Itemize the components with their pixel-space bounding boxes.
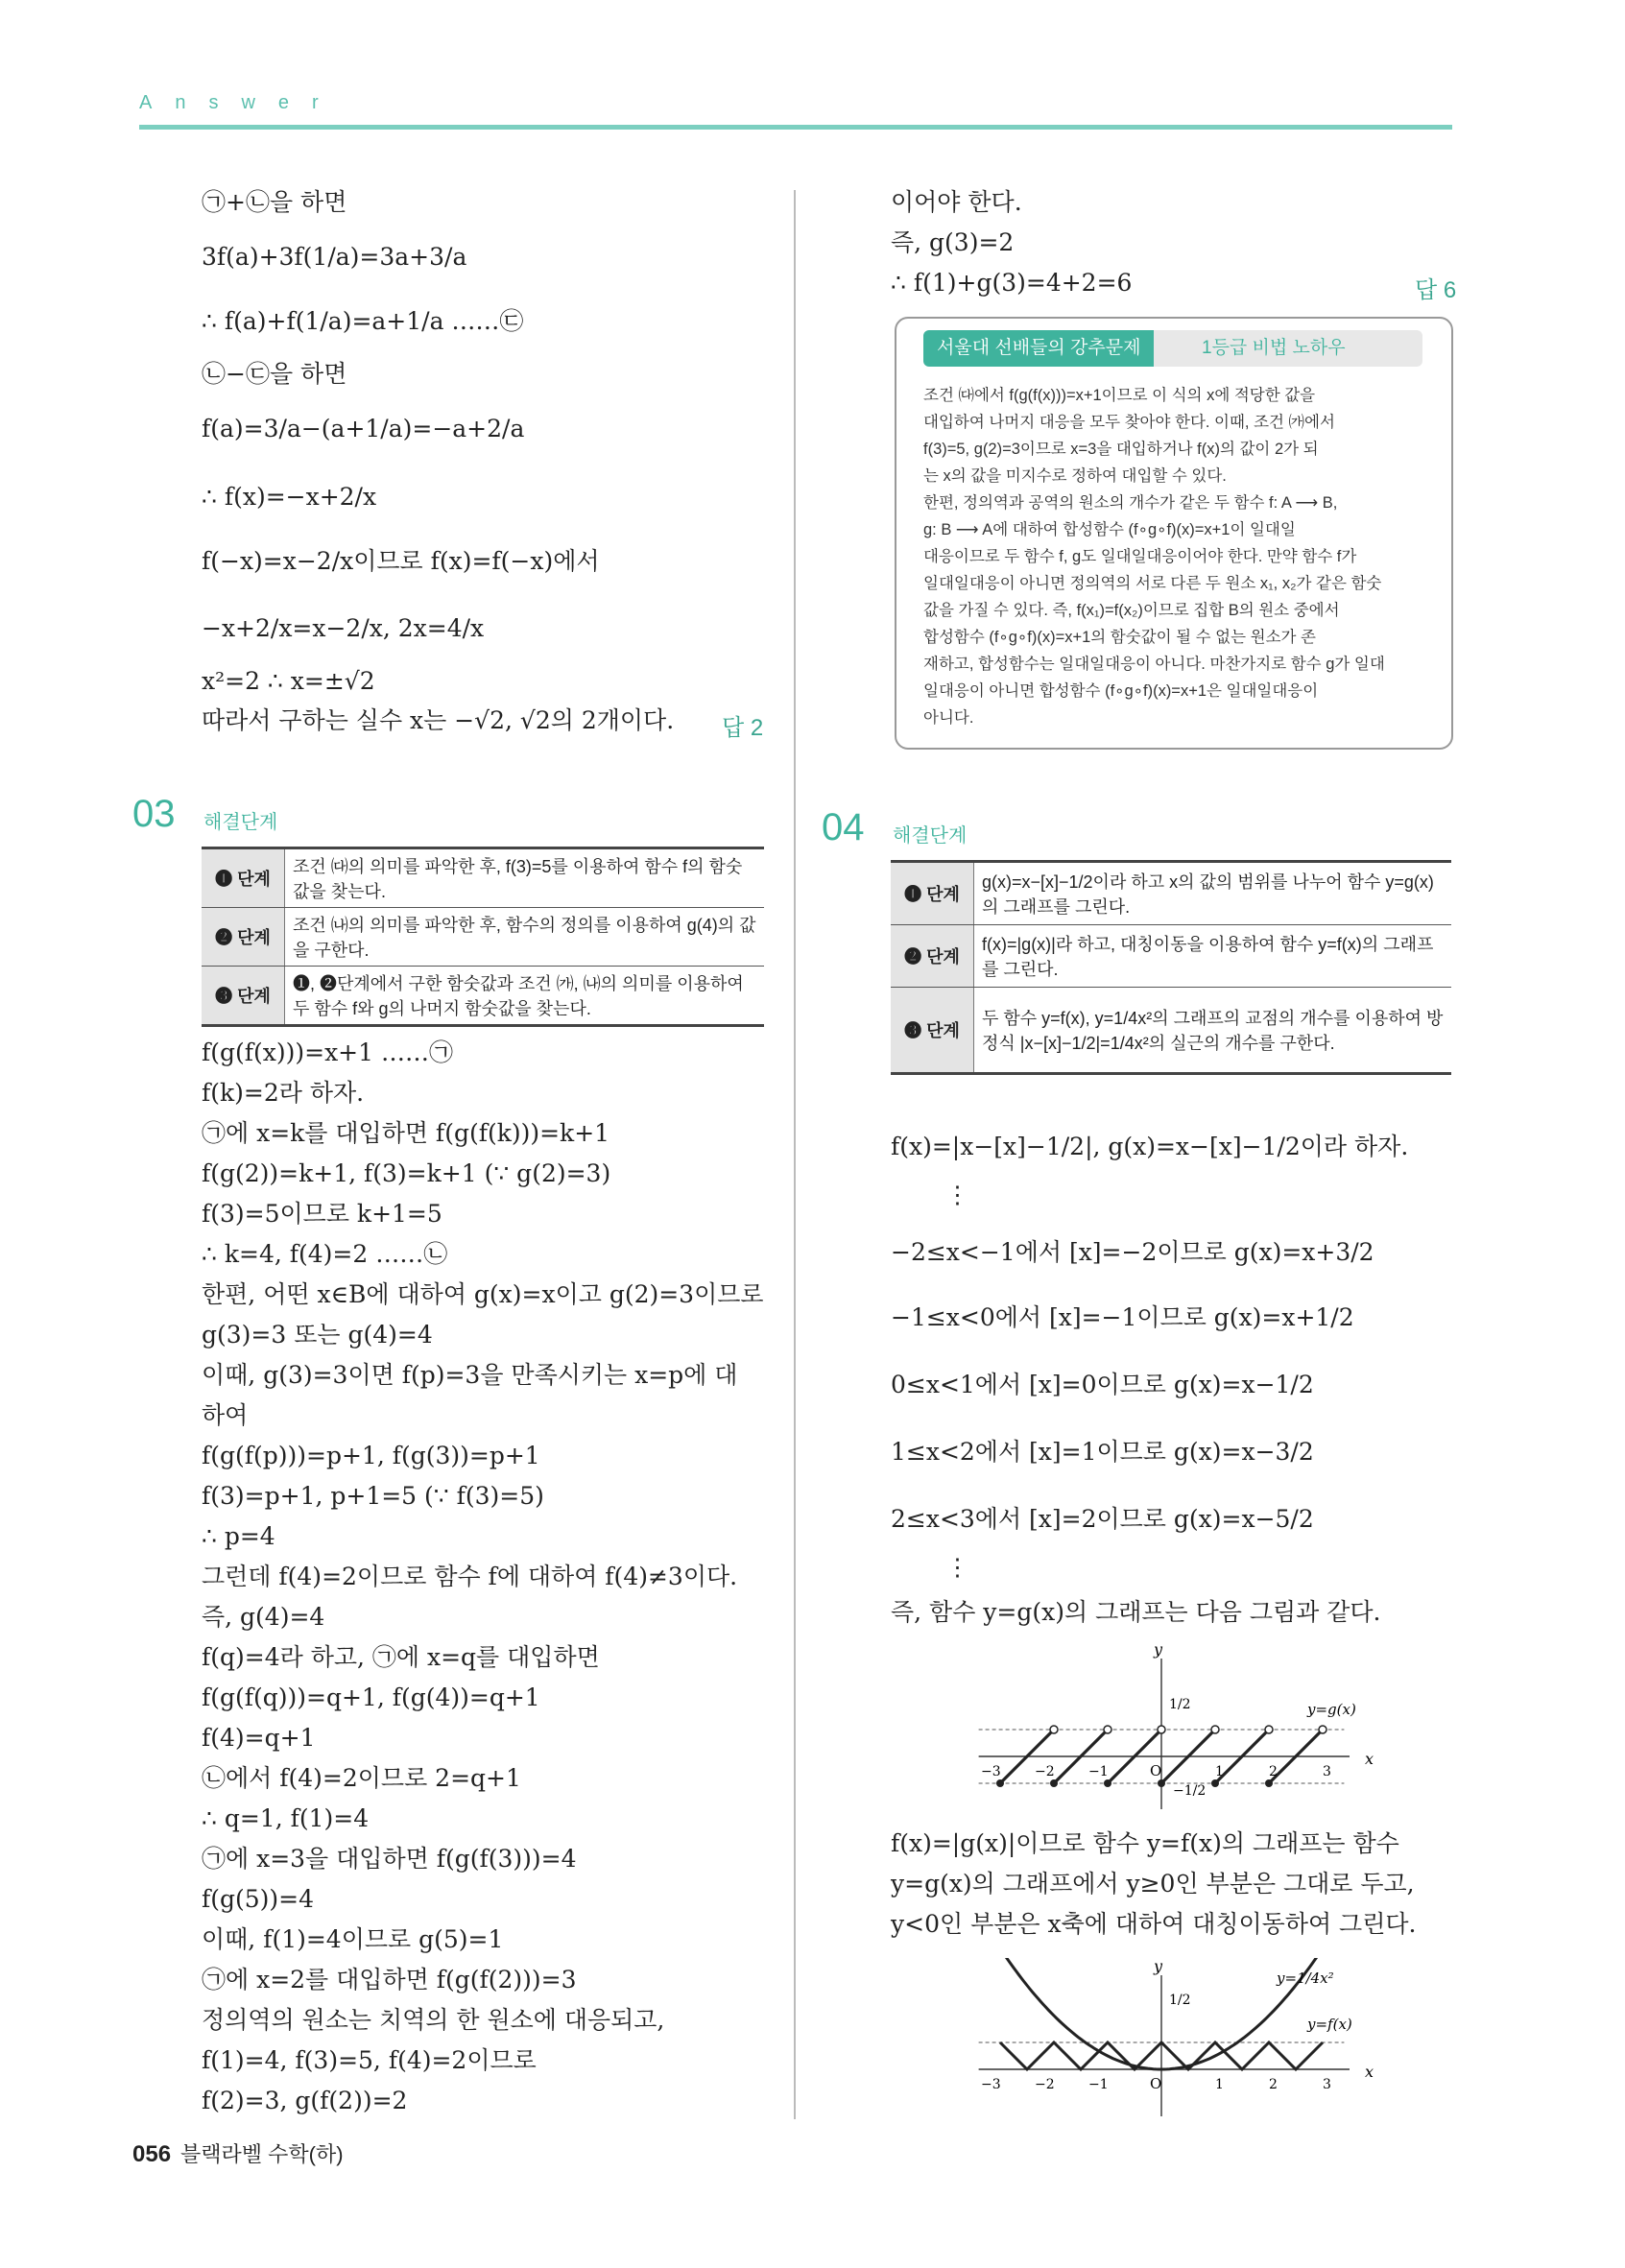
tick-label: −3: [981, 1764, 1001, 1779]
section-label: 해결단계: [893, 825, 968, 847]
tip-line: 아니다.: [923, 709, 974, 727]
step-label: ❶ 단계: [891, 862, 974, 925]
text-line: 2≤x<3에서 [x]=2이므로 g(x)=x−5/2: [891, 1505, 1314, 1533]
text-line: 즉, 함수 y=g(x)의 그래프는 다음 그림과 같다.: [891, 1598, 1381, 1626]
text-line: 그런데 f(4)=2이므로 함수 f에 대하여 f(4)≠3이다.: [202, 1563, 738, 1590]
tip-box: [895, 317, 1453, 750]
text-line: −1≤x<0에서 [x]=−1이므로 g(x)=x+1/2: [891, 1303, 1354, 1331]
text-line: ㉡−㉢을 하면: [202, 360, 347, 388]
text-line: 즉, g(4)=4: [202, 1603, 325, 1631]
half-bottom-label: −1/2: [1173, 1783, 1207, 1799]
text-line: 정의역의 원소는 치역의 한 원소에 대응되고,: [202, 2006, 665, 2034]
text-line: 한편, 어떤 x∈B에 대하여 g(x)=x이고 g(2)=3이므로: [202, 1280, 764, 1308]
section-label: 해결단계: [203, 812, 278, 833]
text-line: f(1)=4, f(3)=5, f(4)=2이므로: [202, 2046, 537, 2074]
tip-header: [923, 330, 1422, 367]
step-row: [202, 908, 764, 967]
origin-label: O: [1150, 1762, 1162, 1779]
tick-label: 3: [1323, 1764, 1331, 1779]
text-line: f(g(f(p)))=p+1, f(g(3))=p+1: [202, 1442, 540, 1469]
section-number: 04: [822, 806, 865, 848]
tip-line: 조건 ㈐에서 f(g(f(x)))=x+1이므로 이 식의 x에 적당한 값을: [923, 387, 1316, 404]
tip-body: [923, 382, 1430, 731]
tip-line: 값을 가질 수 있다. 즉, f(x₁)=f(x₂)이므로 집합 B의 원소 중에서: [923, 602, 1340, 619]
tip-line: 대응이므로 두 함수 f, g도 일대일대응이어야 한다. 만약 함수 f가: [923, 548, 1357, 565]
tip-line: 재하고, 합성함수는 일대일대응이 아니다. 마찬가지로 함수 g가 일대: [923, 656, 1385, 673]
tip-line: g: B ⟶ A에 대하여 합성함수 (f∘g∘f)(x)=x+1이 일대일: [923, 521, 1296, 538]
tip-line: 일대응이 아니면 합성함수 (f∘g∘f)(x)=x+1은 일대일대응이: [923, 682, 1319, 700]
text-line: f(3)=5이므로 k+1=5: [202, 1200, 442, 1228]
closed-dot: [1050, 1779, 1058, 1787]
tick-label: −1: [1088, 2077, 1109, 2092]
tick-label: −2: [1035, 1764, 1055, 1779]
text-line: ∴ q=1, f(1)=4: [202, 1804, 370, 1832]
answer-badge: 답 2: [722, 715, 764, 741]
graph-f: [960, 1958, 1401, 2121]
step-text: g(x)=x−[x]−1/2이라 하고 x의 값의 범위를 나누어 함수 y=g(x)의 그래프를 그린다.: [974, 862, 1452, 925]
text-line: f(2)=3, g(f(2))=2: [202, 2087, 408, 2114]
text-line: ∴ f(a)+f(1/a)=a+1/a ……㉢: [202, 307, 524, 335]
closed-dot: [1104, 1779, 1111, 1787]
text-line: f(k)=2라 하자.: [202, 1079, 365, 1107]
text-line: y=g(x)의 그래프에서 y≥0인 부분은 그대로 두고,: [891, 1870, 1415, 1898]
text-line: f(x)=|g(x)|이므로 함수 y=f(x)의 그래프는 함수: [891, 1829, 1399, 1857]
text-line: f(a)=3/a−(a+1/a)=−a+2/a: [202, 415, 525, 442]
open-dot: [1050, 1726, 1058, 1733]
graph-g: [960, 1641, 1401, 1824]
tip-line: 는 x의 값을 미지수로 정하여 대입할 수 있다.: [923, 467, 1227, 485]
text-line: 1≤x<2에서 [x]=1이므로 g(x)=x−3/2: [891, 1438, 1314, 1466]
step-label: ❷ 단계: [891, 925, 974, 988]
text-line: f(g(f(x)))=x+1 ……㉠: [202, 1039, 453, 1066]
text-line: 이어야 한다.: [891, 188, 1022, 216]
text-line: f(x)=|x−[x]−1/2|, g(x)=x−[x]−1/2이라 하자.: [891, 1133, 1409, 1160]
text-line: ⋮: [945, 1181, 969, 1208]
axis-label-x: x: [1365, 1750, 1374, 1768]
text-line: f(g(5))=4: [202, 1885, 315, 1913]
tick-label: −1: [1088, 1764, 1109, 1779]
text-line: f(−x)=x−2/x이므로 f(x)=f(−x)에서: [202, 547, 600, 575]
step-row: [202, 848, 764, 908]
text-line: g(3)=3 또는 g(4)=4: [202, 1321, 433, 1349]
text-line: 즉, g(3)=2: [891, 228, 1015, 256]
text-line: x²=2 ∴ x=±√2: [202, 667, 375, 695]
half-top-label: 1/2: [1169, 1993, 1191, 2008]
header-rule: [139, 125, 1452, 130]
text-line: ㉠+㉡을 하면: [202, 188, 347, 216]
closed-dot: [1211, 1779, 1219, 1787]
axis-label-y: y: [1154, 1958, 1163, 1975]
tick-label: −3: [981, 2077, 1001, 2092]
curve-label: y=g(x): [1307, 1701, 1356, 1718]
step-text: 조건 ㈐의 의미를 파악한 후, f(3)=5를 이용하여 함수 f의 함숫값을 찾는다.: [285, 848, 765, 908]
page-header-label: Answer: [139, 92, 342, 113]
step-row: [202, 967, 764, 1026]
step-label: ❸ 단계: [202, 967, 285, 1026]
text-line: ∴ f(x)=−x+2/x: [202, 483, 377, 511]
section-number: 03: [132, 793, 176, 835]
step-label: ❸ 단계: [891, 988, 974, 1074]
text-line: 이때, g(3)=3이면 f(p)=3을 만족시키는 x=p에 대: [202, 1361, 738, 1389]
tick-label: 1: [1215, 2077, 1224, 2092]
tip-subtitle: 1등급 비법 노하우: [1202, 338, 1346, 358]
tick-label: −2: [1035, 2077, 1055, 2092]
open-dot: [1104, 1726, 1111, 1733]
text-line: f(3)=p+1, p+1=5 (∵ f(3)=5): [202, 1482, 544, 1510]
tip-line: 일대일대응이 아니면 정의역의 서로 다른 두 원소 x₁, x₂가 같은 함숫: [923, 575, 1382, 592]
tip-line: 합성함수 (f∘g∘f)(x)=x+1의 함숫값이 될 수 없는 원소가 존: [923, 629, 1316, 646]
steps-table-03: [202, 847, 764, 1027]
parabola-label: y=1/4x²: [1277, 1970, 1334, 1987]
open-dot: [1158, 1726, 1165, 1733]
closed-dot: [1265, 1779, 1273, 1787]
tip-line: f(3)=5, g(2)=3이므로 x=3을 대입하거나 f(x)의 값이 2가 되: [923, 441, 1319, 458]
tip-tag: 서울대 선배들의 강추문제: [923, 330, 1154, 367]
text-line: f(4)=q+1: [202, 1724, 316, 1752]
text-line: ㉡에서 f(4)=2이므로 2=q+1: [202, 1764, 521, 1792]
open-dot: [1211, 1726, 1219, 1733]
tip-line: 대입하여 나머지 대응을 모두 찾아야 한다. 이때, 조건 ㈎에서: [923, 414, 1335, 431]
text-line: 하여: [202, 1401, 249, 1429]
text-line: 이때, f(1)=4이므로 g(5)=1: [202, 1925, 504, 1953]
closed-dot: [1158, 1779, 1165, 1787]
origin-label: O: [1150, 2075, 1162, 2092]
step-text: f(x)=|g(x)|라 하고, 대칭이동을 이용하여 함수 y=f(x)의 그래프를 그린다.: [974, 925, 1452, 988]
text-line: y<0인 부분은 x축에 대하여 대칭이동하여 그린다.: [891, 1910, 1417, 1938]
text-line: 0≤x<1에서 [x]=0이므로 g(x)=x−1/2: [891, 1371, 1314, 1398]
open-dot: [1319, 1726, 1326, 1733]
step-label: ❷ 단계: [202, 908, 285, 967]
text-line: ⋮: [945, 1553, 969, 1581]
step-text: ❶, ❷단계에서 구한 함숫값과 조건 ㈎, ㈏의 의미를 이용하여 두 함수 f와 g의 나머지 함숫값을 찾는다.: [285, 967, 765, 1026]
text-line: −2≤x<−1에서 [x]=−2이므로 g(x)=x+3/2: [891, 1238, 1374, 1266]
step-row: [891, 988, 1451, 1074]
text-line: f(q)=4라 하고, ㉠에 x=q를 대입하면: [202, 1643, 600, 1671]
text-line: ∴ k=4, f(4)=2 ……㉡: [202, 1240, 448, 1268]
half-top-label: 1/2: [1169, 1697, 1191, 1712]
text-line: 따라서 구하는 실수 x는 −√2, √2의 2개이다.: [202, 706, 675, 734]
parabola: [1006, 1958, 1321, 2069]
open-dot: [1265, 1726, 1273, 1733]
axis-label-x: x: [1365, 2063, 1374, 2081]
page-footer: [132, 2138, 344, 2168]
tick-label: 2: [1269, 2077, 1278, 2092]
axis-label-y: y: [1154, 1641, 1163, 1659]
step-text: 조건 ㈏의 의미를 파악한 후, 함수의 정의를 이용하여 g(4)의 값을 구한다.: [285, 908, 765, 967]
step-row: [891, 925, 1451, 988]
page-number: 056: [132, 2141, 172, 2167]
tick-label: 2: [1269, 1764, 1278, 1779]
steps-table-04: [891, 860, 1451, 1075]
text-line: ㉠에 x=k를 대입하면 f(g(f(k)))=k+1: [202, 1119, 610, 1147]
text-line: ∴ f(1)+g(3)=4+2=6: [891, 269, 1133, 297]
step-text: 두 함수 y=f(x), y=1/4x²의 그래프의 교점의 개수를 이용하여 방정식 |x−[x]−1/2|=1/4x²의 실근의 개수를 구한다.: [974, 988, 1452, 1074]
answer-badge: 답 6: [1415, 277, 1457, 303]
tick-label: 1: [1215, 1764, 1224, 1779]
step-label: ❶ 단계: [202, 848, 285, 908]
column-divider: [794, 190, 796, 2119]
text-line: ㉠에 x=3을 대입하면 f(g(f(3)))=4: [202, 1845, 577, 1873]
text-line: f(g(f(q)))=q+1, f(g(4))=q+1: [202, 1683, 540, 1711]
book-title: 블랙라벨 수학(하): [180, 2142, 344, 2166]
text-line: −x+2/x=x−2/x, 2x=4/x: [202, 614, 485, 642]
text-line: 3f(a)+3f(1/a)=3a+3/a: [202, 243, 467, 271]
text-line: ∴ p=4: [202, 1522, 275, 1550]
text-line: ㉠에 x=2를 대입하면 f(g(f(2)))=3: [202, 1966, 577, 1993]
text-line: f(g(2))=k+1, f(3)=k+1 (∵ g(2)=3): [202, 1159, 611, 1187]
closed-dot: [996, 1779, 1004, 1787]
tick-label: 3: [1323, 2077, 1331, 2092]
curve-label: y=f(x): [1307, 2016, 1352, 2033]
step-row: [891, 862, 1451, 925]
tip-line: 한편, 정의역과 공역의 원소의 개수가 같은 두 함수 f: A ⟶ B,: [923, 494, 1338, 512]
